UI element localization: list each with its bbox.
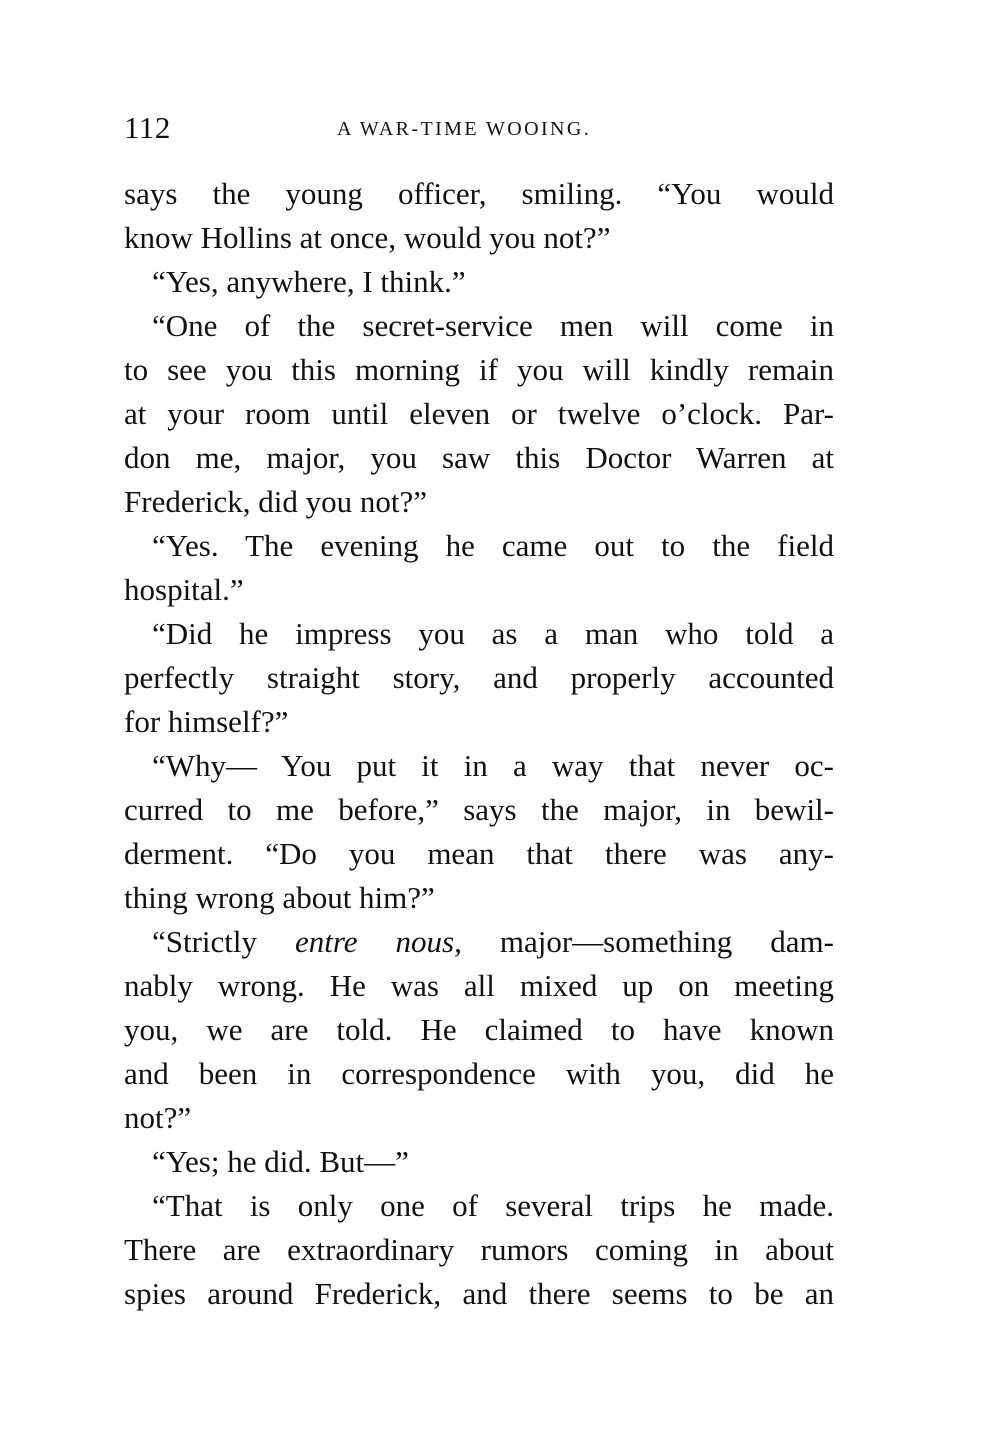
text-line: derment. “Do you mean that there was any- (124, 836, 834, 871)
running-head: A WAR-TIME WOOING. (337, 118, 592, 140)
text-line: “Yes. The evening he came out to the field (152, 528, 834, 563)
text-line: “Yes, anywhere, I think.” (152, 264, 466, 299)
text-line: “One of the secret-service men will come in (152, 308, 834, 343)
text-line (124, 920, 834, 964)
text-line: “Why— You put it in a way that never oc- (152, 748, 834, 783)
text-line: you, we are told. He claimed to have known (124, 1012, 834, 1047)
italic-phrase: entre nous, (295, 924, 462, 959)
text-line: at your room until eleven or twelve o’clock. Par- (124, 396, 834, 431)
page-header (124, 108, 834, 148)
text-line: for himself?” (124, 704, 289, 739)
text-line: thing wrong about him?” (124, 880, 435, 915)
text-line: “That is only one of several trips he made. (152, 1188, 834, 1223)
text-line: spies around Frederick, and there seems to be an (124, 1276, 834, 1311)
text-line: There are extraordinary rumors coming in about (124, 1232, 834, 1267)
text-line: don me, major, you saw this Doctor Warren at (124, 440, 834, 475)
text-run: major—something dam- (461, 924, 834, 959)
text-line: to see you this morning if you will kindly remain (124, 352, 834, 387)
text-line: perfectly straight story, and properly accounted (124, 660, 834, 695)
text-line: nably wrong. He was all mixed up on meeting (124, 968, 834, 1003)
text-line: hospital.” (124, 572, 244, 607)
text-line: Frederick, did you not?” (124, 484, 428, 519)
text-line: says the young officer, smiling. “You would (124, 176, 834, 211)
text-line: “Yes; he did. But—” (152, 1144, 409, 1179)
text-line: know Hollins at once, would you not?” (124, 220, 611, 255)
text-line: “Did he impress you as a man who told a (152, 616, 834, 651)
text-run: “Strictly (152, 924, 296, 959)
page-number: 112 (124, 110, 171, 145)
text-line: not?” (124, 1100, 192, 1135)
text-line: curred to me before,” says the major, in bewil- (124, 792, 834, 827)
text-line: and been in correspondence with you, did he (124, 1056, 834, 1091)
body-text (124, 172, 834, 1316)
